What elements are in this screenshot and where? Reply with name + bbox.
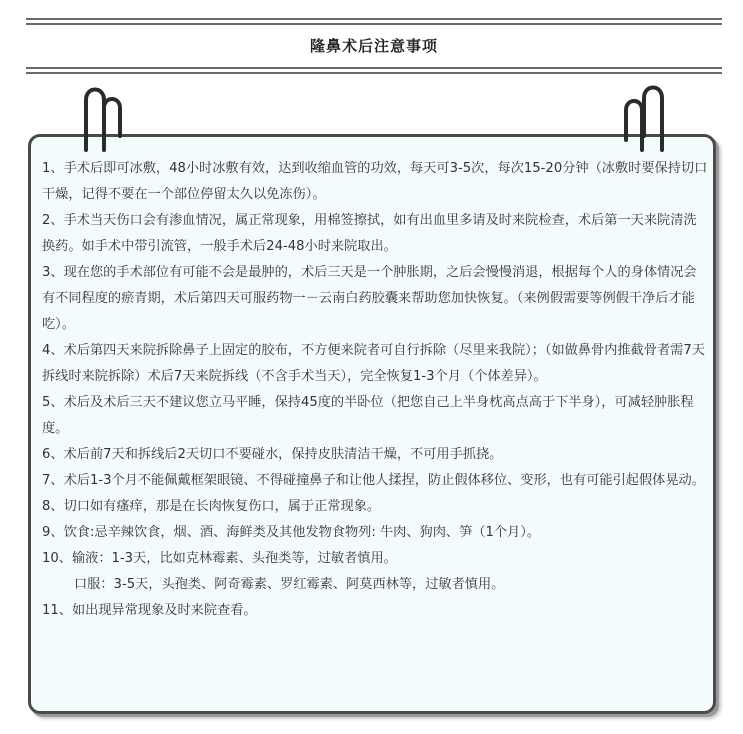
list-item: 11、如出现异常现象及时来院查看。 bbox=[42, 603, 257, 618]
top-rule-1 bbox=[26, 18, 722, 20]
binder-ring-left-icon bbox=[74, 78, 134, 158]
list-item: 6、术后前7天和拆线后2天切口不要碰水，保持皮肤清洁干燥，不可用手抓挠。 bbox=[42, 447, 503, 462]
title-rule-2 bbox=[26, 72, 722, 74]
list-item: 口服：3-5天，头孢类、阿奇霉素、罗红霉素、阿莫西林等，过敏者慎用。 bbox=[74, 577, 505, 592]
title-rule-1 bbox=[26, 67, 722, 69]
list-item: 1、手术后即可冰敷，48小时冰敷有效，达到收缩血管的功效，每天可3-5次，每次15-20分钟（冰敷时要保持切口干燥，记得不要在一个部位停留太久以免冻伤）。 bbox=[42, 161, 708, 202]
list-item: 9、饮食:忌辛辣饮食，烟、酒、海鲜类及其他发物食物列: 牛肉、狗肉、笋（1个月）。 bbox=[42, 525, 541, 540]
list-item: 7、术后1-3个月不能佩戴框架眼镜、不得碰撞鼻子和让他人揉捏，防止假体移位、变形，也有可能引起假体晃动。 bbox=[42, 473, 705, 488]
list-item: 2、手术当天伤口会有渗血情况，属正常现象，用棉签擦拭，如有出血里多请及时来院检查，术后第一天来院清洗换药。如手术中带引流管，一般手术后24-48小时来院取出。 bbox=[42, 213, 697, 254]
page-title: 隆鼻术后注意事项 bbox=[309, 37, 438, 55]
list-item: 8、切口如有瘙痒，那是在长肉恢复伤口，属于正常现象。 bbox=[42, 499, 381, 514]
list-item: 5、术后及术后三天不建议您立马平睡，保持45度的半卧位（把您自己上半身枕高点高于下半身），可减轻肿胀程度。 bbox=[42, 395, 694, 436]
notes-content bbox=[42, 156, 708, 624]
list-item: 3、现在您的手术部位有可能不会是最肿的，术后三天是一个肿胀期，之后会慢慢消退，根据每个人的身体情况会有不同程度的瘀青期，术后第四天可服药物一－云南白药胶囊来帮助您加快恢复。（来例假需要等例假干净后才能吃）。 bbox=[42, 265, 697, 332]
binder-ring-right-icon bbox=[616, 78, 676, 158]
top-rule-2 bbox=[26, 23, 722, 25]
list-item: 4、术后第四天来院拆除鼻子上固定的胶布，不方便来院者可自行拆除（尽里来我院）；（如做鼻骨内推截骨者需7天拆线时来院拆除）术后7天来院拆线（不含手术当天），完全恢复1-3个月（个体差异）。 bbox=[42, 343, 705, 384]
list-item: 10、输液：1-3天，比如克林霉素、头孢类等，过敏者慎用。 bbox=[42, 551, 397, 566]
